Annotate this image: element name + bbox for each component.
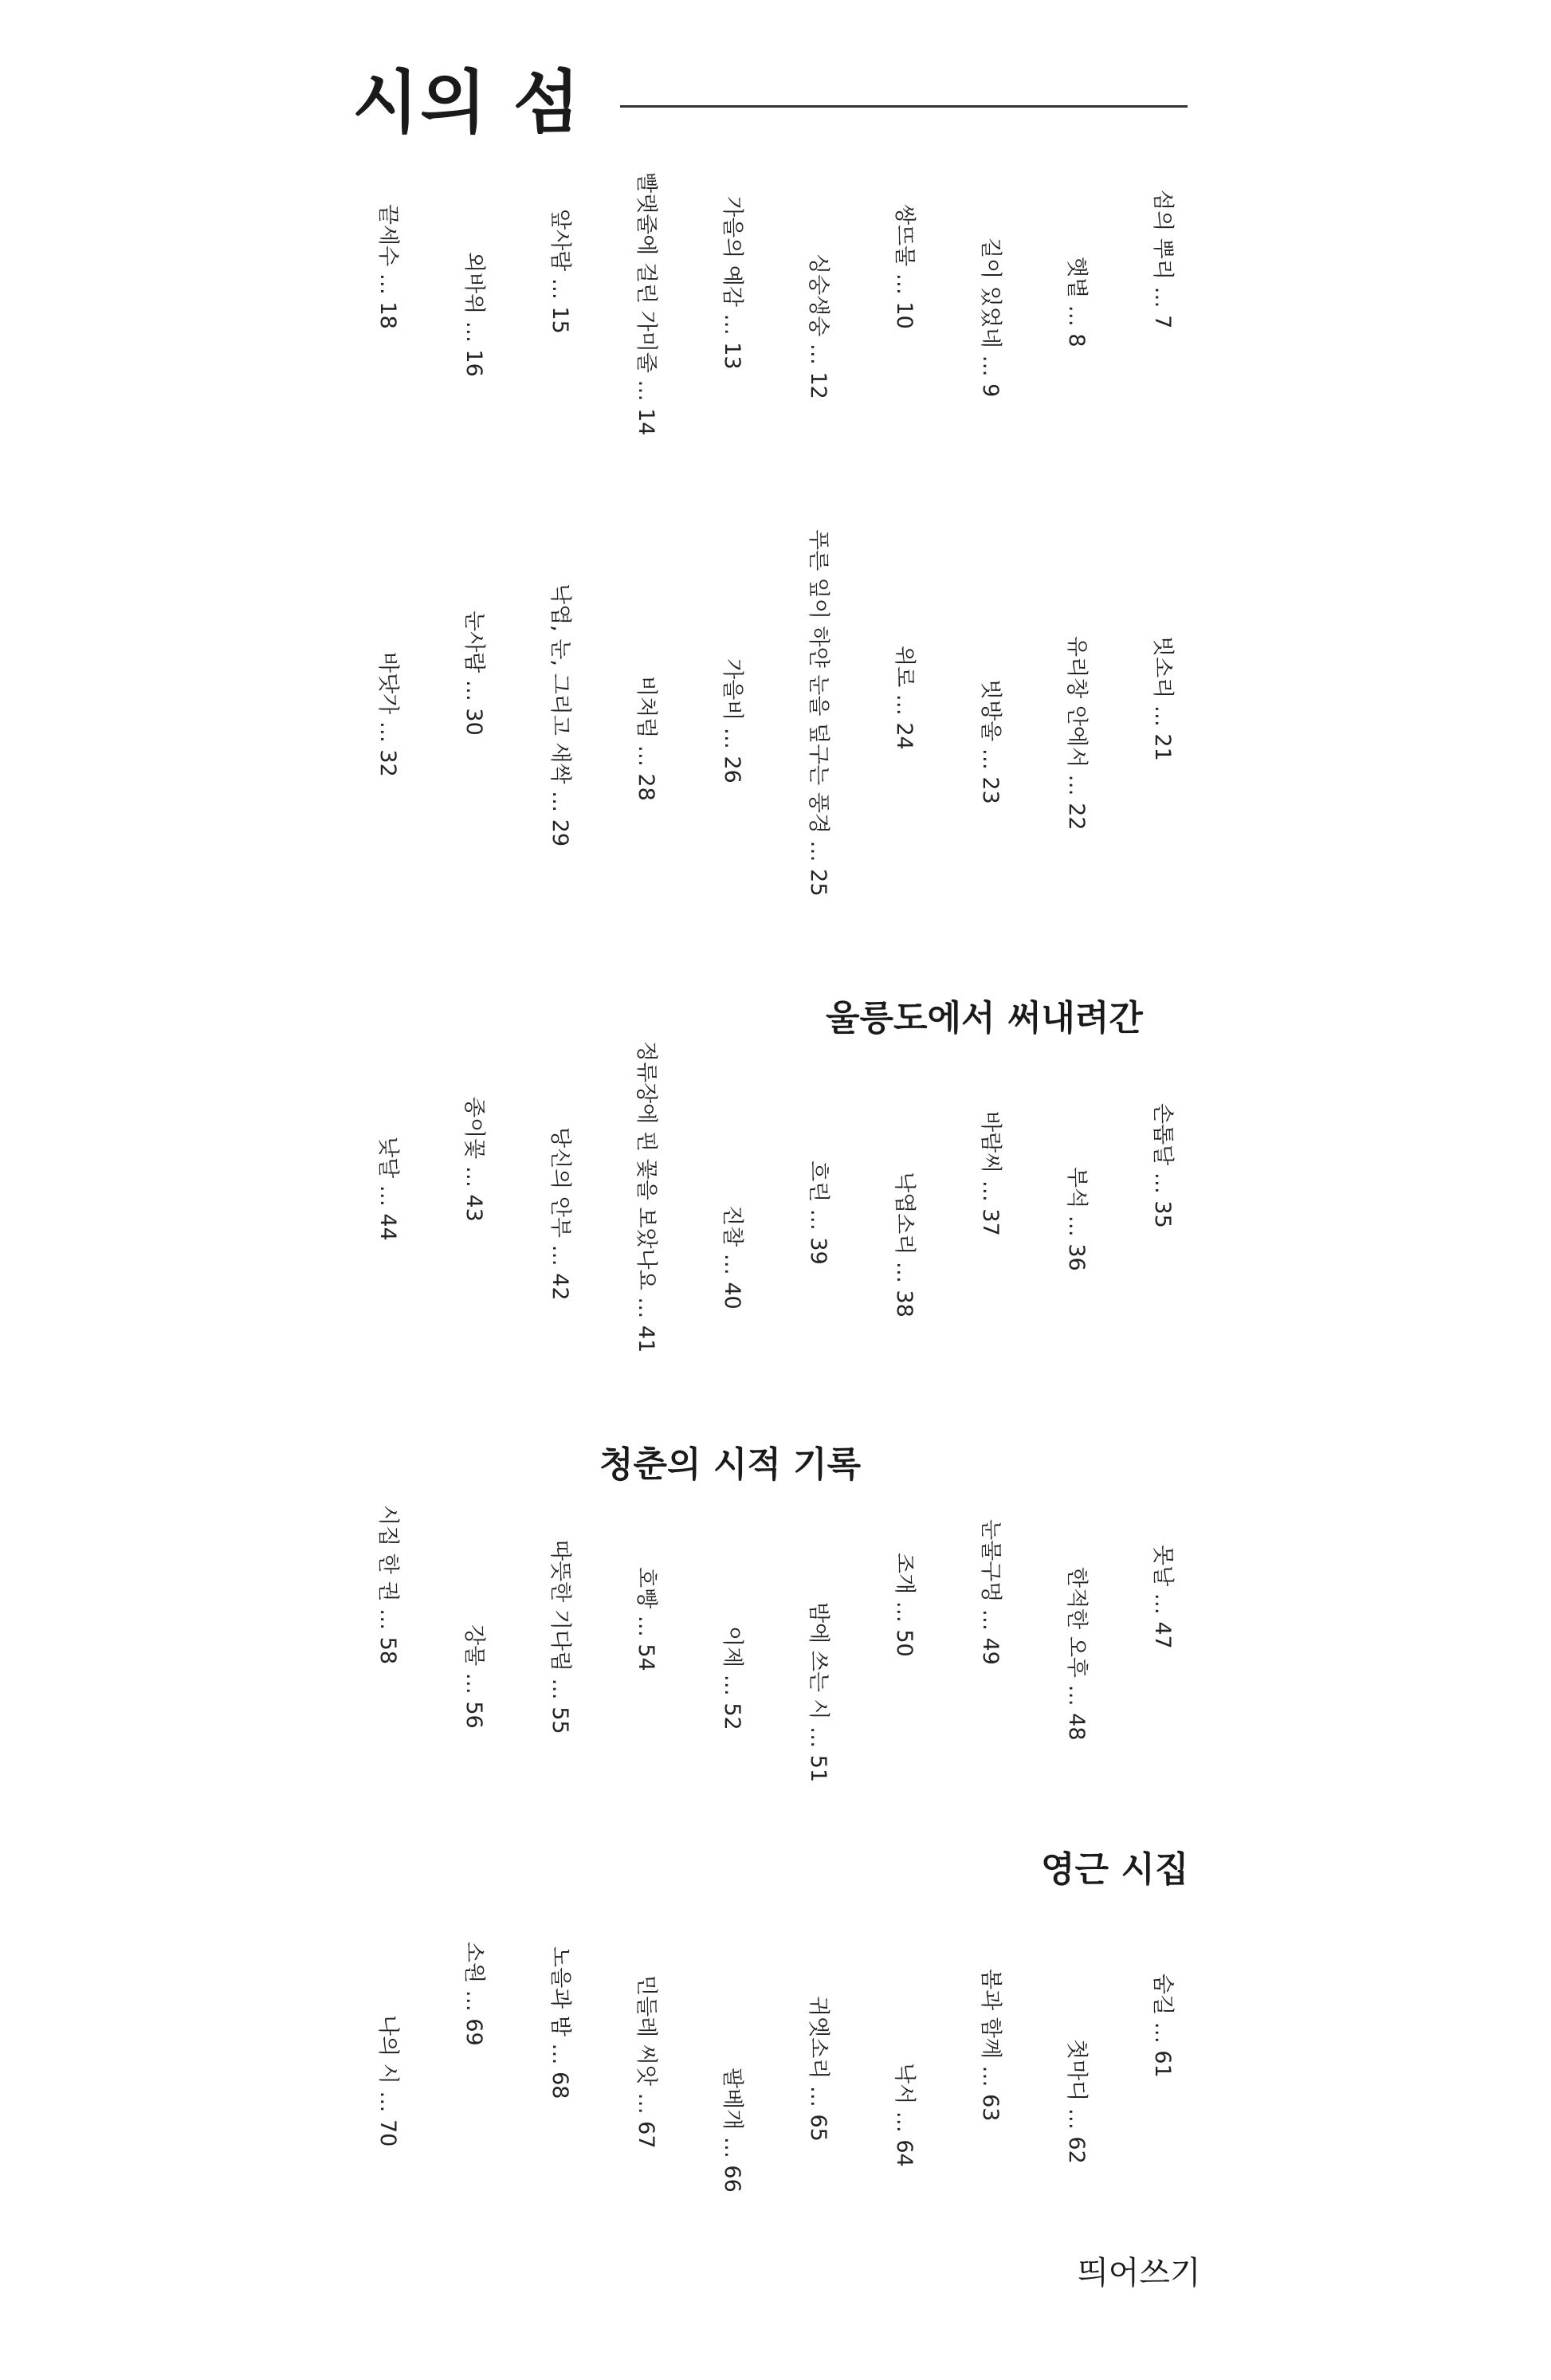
section-heading-ulleungdo: 울릉도에서 써내려간: [826, 998, 1143, 1039]
toc-entry[interactable]: 햇볕 … 8: [1064, 257, 1089, 348]
toc-entry[interactable]: 숨길 … 61: [1150, 1974, 1175, 2078]
toc-entry[interactable]: 외바위 … 16: [461, 252, 486, 377]
toc-entry[interactable]: 유리창 안에서 … 22: [1064, 636, 1089, 831]
page-title: 시의 섬: [352, 63, 582, 143]
footer-label: 띄어쓰기: [1078, 2255, 1201, 2292]
toc-entry[interactable]: 빗소리 … 21: [1150, 636, 1175, 761]
toc-entry[interactable]: 낙엽소리 … 38: [892, 1172, 917, 1318]
toc-entry[interactable]: 위로 … 24: [892, 646, 917, 750]
toc-entry[interactable]: 정류장에 핀 꽃을 보았나요 … 41: [634, 1041, 658, 1353]
toc-entry[interactable]: 따뜻한 기다림 … 55: [548, 1540, 572, 1734]
toc-entry[interactable]: 흐린 … 39: [806, 1161, 830, 1265]
toc-entry[interactable]: 눈물구멍 … 49: [978, 1519, 1003, 1665]
toc-entry[interactable]: 섬의 뿌리 … 7: [1150, 190, 1175, 329]
toc-entry[interactable]: 민들레 씨앗 … 67: [634, 1975, 658, 2149]
toc-entry[interactable]: 소원 … 69: [461, 1942, 486, 2046]
toc-entry[interactable]: 낙엽, 눈, 그리고 새싹 … 29: [548, 583, 572, 847]
toc-entry[interactable]: 바람씨 … 37: [978, 1111, 1003, 1236]
toc-entry[interactable]: 시집 한 권 … 58: [375, 1505, 400, 1665]
toc-entry[interactable]: 길이 있었네 … 9: [978, 238, 1003, 398]
toc-entry[interactable]: 비처럼 … 28: [634, 676, 658, 801]
toc-entry[interactable]: 진찰 … 40: [720, 1205, 744, 1310]
toc-entry[interactable]: 가을비 … 26: [720, 658, 744, 784]
section-heading-ripe: 영근 시집: [1041, 1849, 1189, 1890]
toc-entry[interactable]: 노을과 밤 … 68: [548, 1946, 572, 2099]
toc-entry[interactable]: 싱숭생숭 … 12: [806, 253, 830, 399]
toc-entry[interactable]: 끝세수 … 18: [375, 204, 400, 329]
toc-entry[interactable]: 못날 … 47: [1150, 1545, 1175, 1649]
toc-entry[interactable]: 조개 … 50: [892, 1553, 917, 1657]
toc-entry[interactable]: 쌍뜨물 … 10: [892, 204, 917, 329]
toc-entry[interactable]: 팔베개 … 66: [720, 2068, 744, 2193]
toc-entry[interactable]: 앞사람 … 15: [548, 209, 572, 334]
toc-entry[interactable]: 바닷가 … 32: [375, 652, 400, 777]
toc-entry[interactable]: 이제 … 52: [720, 1626, 744, 1730]
toc-entry[interactable]: 귀엣소리 … 65: [806, 1996, 830, 2142]
toc-entry[interactable]: 가을의 예감 … 13: [720, 196, 744, 370]
toc-entry[interactable]: 나의 시 … 70: [375, 2015, 400, 2147]
toc-entry[interactable]: 낮달 … 44: [375, 1137, 400, 1241]
toc-entry[interactable]: 손톱달 … 35: [1150, 1103, 1175, 1228]
toc-entry[interactable]: 밤에 쓰는 시 … 51: [806, 1602, 830, 1783]
title-rule: [620, 105, 1188, 108]
toc-entry[interactable]: 낙서 … 64: [892, 2063, 917, 2167]
toc-entry[interactable]: 빨랫줄에 걸린 가미줄 … 14: [634, 172, 658, 436]
toc-entry[interactable]: 강물 … 56: [461, 1624, 486, 1729]
toc-entry[interactable]: 종이꽃 … 43: [461, 1097, 486, 1222]
toc-entry[interactable]: 봄과 함께 … 63: [978, 1969, 1003, 2122]
toc-entry[interactable]: 호빵 … 54: [634, 1567, 658, 1671]
section-heading-youth: 청춘의 시적 기록: [599, 1444, 862, 1485]
toc-entry[interactable]: 당신의 안부 … 42: [548, 1127, 572, 1301]
toc-entry[interactable]: 한적한 오후 … 48: [1064, 1567, 1089, 1741]
toc-entry[interactable]: 부석 … 36: [1064, 1167, 1089, 1271]
toc-entry[interactable]: 눈사람 … 30: [461, 611, 486, 736]
toc-entry[interactable]: 푸른 잎이 하얀 눈을 덮구는 풍경 … 25: [806, 529, 830, 897]
toc-entry[interactable]: 첫마디 … 62: [1064, 2039, 1089, 2164]
toc-entry[interactable]: 빗방울 … 23: [978, 679, 1003, 804]
